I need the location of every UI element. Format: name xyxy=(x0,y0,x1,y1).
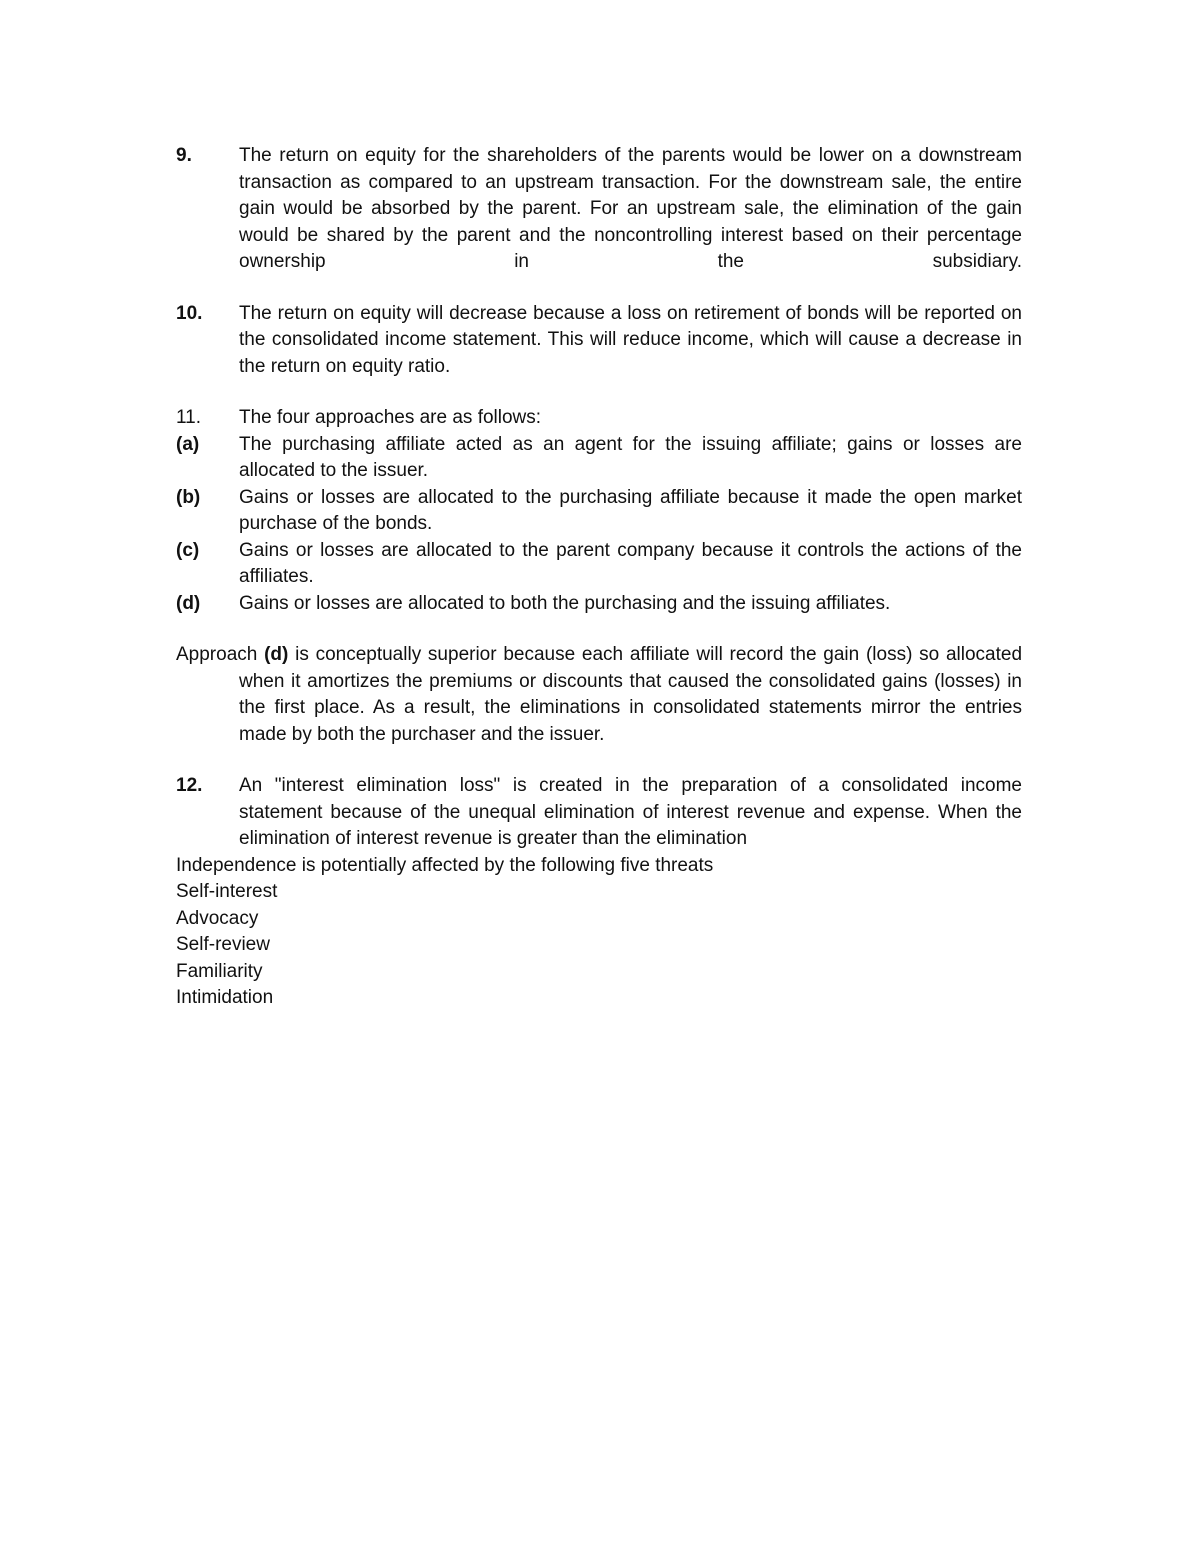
threat-item: Self-review xyxy=(176,934,270,955)
option-b xyxy=(176,485,1022,538)
spacer xyxy=(176,380,1022,405)
answer-11-number: 11. xyxy=(176,407,202,428)
answer-11-intro: The four approaches are as follows: xyxy=(239,407,542,428)
option-a xyxy=(176,432,1022,485)
threat-item: Intimidation xyxy=(176,987,274,1008)
answer-12 xyxy=(176,773,1022,853)
option-c xyxy=(176,538,1022,591)
answer-10 xyxy=(176,301,1022,381)
option-d xyxy=(176,591,1022,618)
option-b-label: (b) xyxy=(176,486,201,508)
option-d-label: (d) xyxy=(176,592,201,614)
option-a-text: The purchasing affiliate acted as an agent for the issuing affiliate; gains or losses are allocated to the issuer. xyxy=(239,433,1022,481)
threat-item: Advocacy xyxy=(176,907,259,929)
threat-item: Familiarity xyxy=(176,960,263,982)
answer-12-number: 12. xyxy=(176,775,203,796)
option-a-label: (a) xyxy=(176,433,200,455)
approach-label: (d) xyxy=(264,644,289,665)
answer-11 xyxy=(176,405,1022,432)
answer-10-text: The return on equity will decrease because a loss on retirement of bonds will be reported on the consolidated income statement. This will reduce income, which will cause a decrease in the return on equity ratio. xyxy=(239,302,1022,377)
option-b-text: Gains or losses are allocated to the purchasing affiliate because it made the open market purchase of the bonds. xyxy=(239,486,1022,534)
answer-10-number: 10. xyxy=(176,302,203,324)
threat-item: Self-interest xyxy=(176,881,278,902)
option-c-text: Gains or losses are allocated to the parent company because it controls the actions of the affiliates. xyxy=(239,539,1022,587)
answer-9 xyxy=(176,143,1022,276)
spacer xyxy=(176,748,1022,773)
independence-heading: Independence is potentially affected by the following five threats xyxy=(176,854,714,876)
answer-9-number: 9. xyxy=(176,145,192,166)
approach-prefix: Approach xyxy=(176,644,258,665)
spacer xyxy=(176,617,1022,642)
approach-text: is conceptually superior because each affiliate will record the gain (loss) so allocated when it amortizes the premiums or discounts that caused the consolidated gains (losses) in the first place. As a result, the eliminations in consolidated statements mirror the entries made by both the purchaser and the issuer. xyxy=(239,644,1023,745)
approach-paragraph xyxy=(176,642,1022,748)
answer-9-text: The return on equity for the shareholders of the parents would be lower on a downstream transaction as compared to an upstream transaction. For the downstream sale, the entire gain would be absorbed by the parent. For an upstream sale, the elimination of the gain would be shared by the parent and the noncontrolling interest based on their percentage ownership in the subsidiary. xyxy=(239,145,1022,272)
document-page xyxy=(176,143,1022,1012)
answer-12-text: An "interest elimination loss" is created in the preparation of a consolidated income statement because of the unequal elimination of interest revenue and expense. When the elimination of interest revenue is greater than the elimination xyxy=(239,775,1022,849)
option-d-text: Gains or losses are allocated to both the purchasing and the issuing affiliates. xyxy=(239,592,891,614)
spacer xyxy=(176,276,1022,301)
option-c-label: (c) xyxy=(176,539,200,561)
